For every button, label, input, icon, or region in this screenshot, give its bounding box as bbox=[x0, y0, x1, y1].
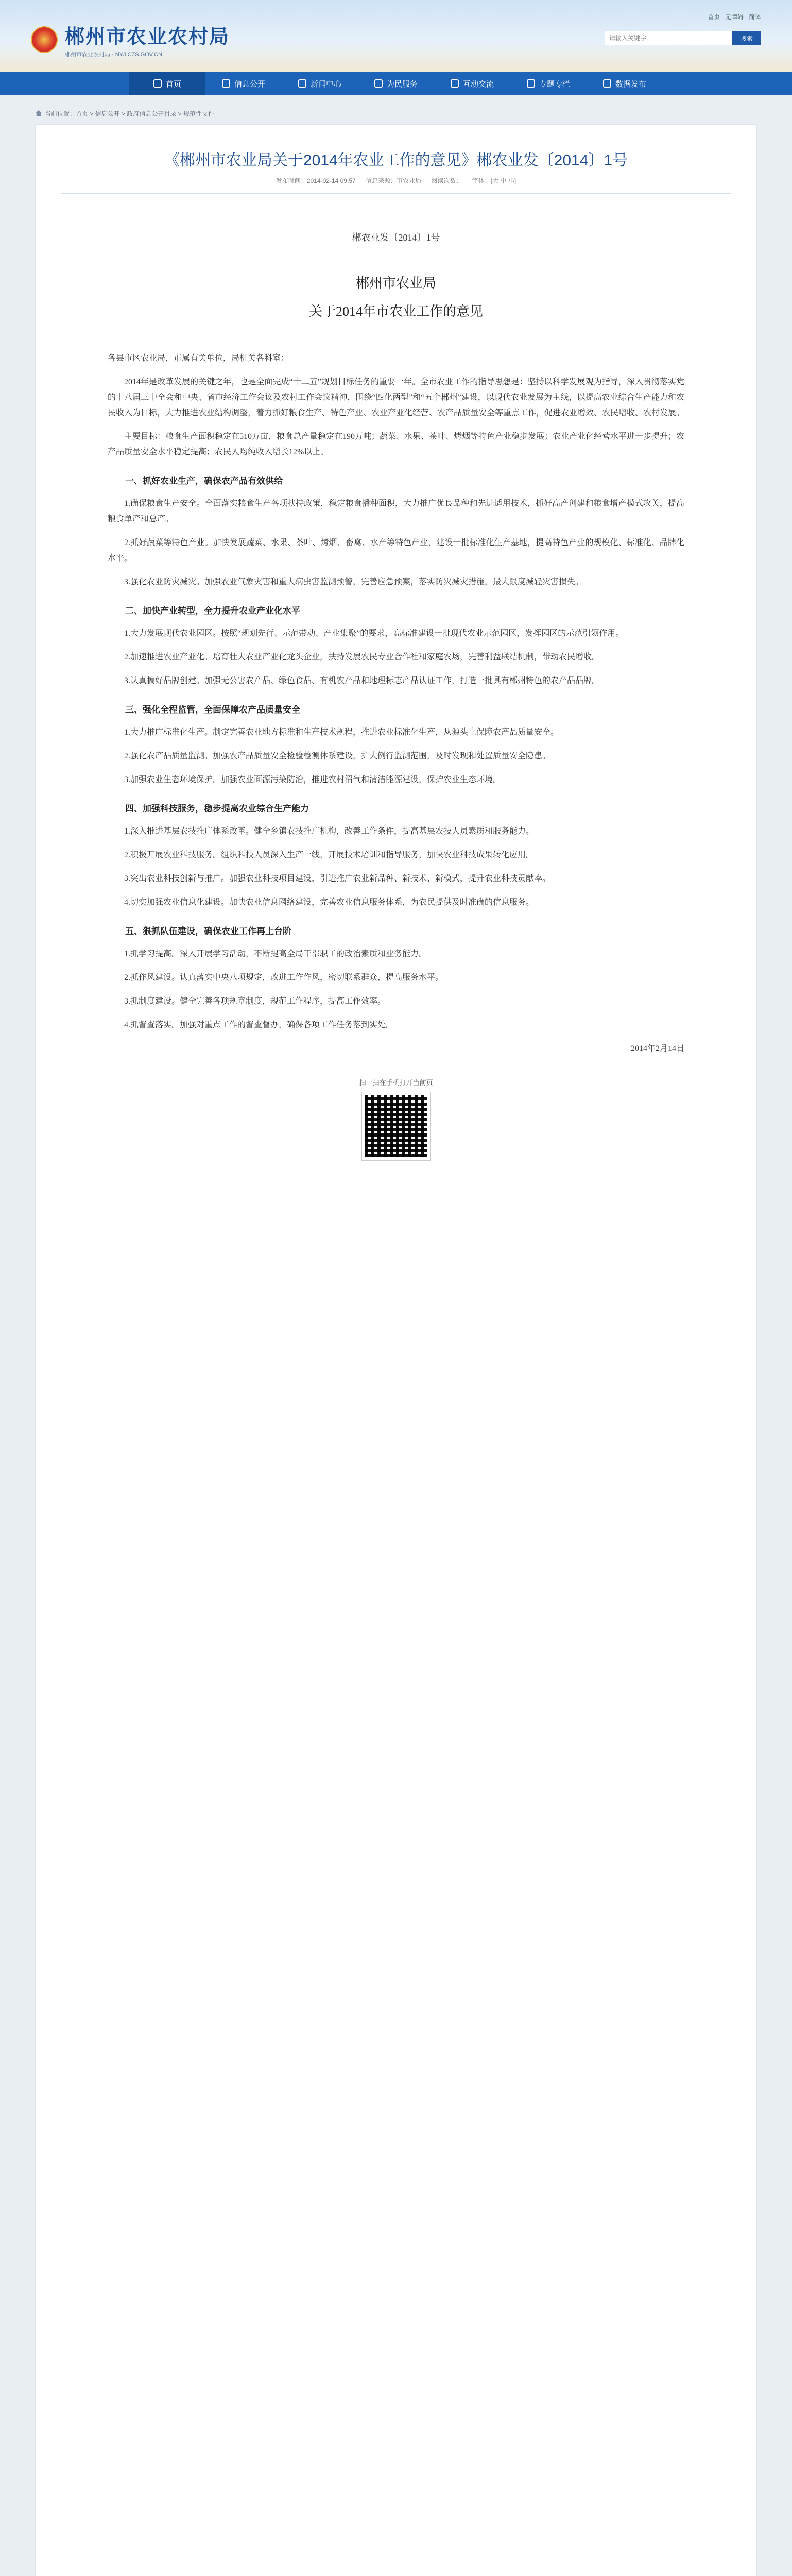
section-paragraph: 2.抓好蔬菜等特色产业。加快发展蔬菜、水果、茶叶、烤烟、畜禽、水产等特色产业，建设一批标准化生产基地，提高特色产业的规模化、标准化、品牌化水平。 bbox=[108, 538, 684, 563]
section-heading: 一、抓好农业生产，确保农产品有效供给 bbox=[125, 476, 283, 486]
breadcrumb-text[interactable]: 当前位置：首页 > 信息公开 > 政府信息公开目录 > 规范性文件 bbox=[45, 110, 215, 117]
qr-code-icon bbox=[362, 1092, 430, 1160]
nav-item-home[interactable]: 首页 bbox=[129, 72, 205, 95]
nav-item-service[interactable]: 为民服务 bbox=[358, 72, 434, 95]
site-title: 郴州市农业农村局 bbox=[65, 26, 230, 48]
top-link-simplified[interactable]: 简体 bbox=[748, 13, 761, 21]
section-paragraph: 3.认真搞好品牌创建。加强无公害农产品、绿色食品、有机农产品和地理标志产品认证工作，打造一批具有郴州特色的农产品品牌。 bbox=[124, 676, 600, 685]
section-paragraph: 4.切实加强农业信息化建设。加快农业信息网络建设，完善农业信息服务体系，为农民提供及时准确的信息服务。 bbox=[124, 898, 535, 907]
issuing-org: 郴州市农业局 bbox=[355, 276, 436, 291]
section-paragraph: 1.确保粮食生产安全。全面落实粮食生产各项扶持政策，稳定粮食播种面积，大力推广优良品种和先进适用技术，抓好高产创建和粮食增产模式攻关，提高粮食单产和总产。 bbox=[108, 499, 684, 523]
section-paragraph: 3.抓制度建设。健全完善各项规章制度，规范工作程序，提高工作效率。 bbox=[124, 997, 386, 1006]
topic-icon bbox=[527, 79, 535, 88]
service-icon bbox=[374, 79, 383, 88]
search-input[interactable] bbox=[605, 31, 732, 45]
qr-caption: 扫一扫在手机打开当前页 bbox=[359, 1079, 433, 1087]
section-heading: 五、狠抓队伍建设，确保农业工作再上台阶 bbox=[125, 926, 291, 936]
main-nav bbox=[0, 72, 792, 95]
section-paragraph: 3.强化农业防灾减灾。加强农业气象灾害和重大病虫害监测预警，完善应急预案，落实防灾减灾措施，最大限度减轻灾害损失。 bbox=[124, 578, 584, 586]
section-paragraph: 1.大力发展现代农业园区。按照“规划先行、示范带动、产业集聚”的要求，高标准建设一批现代农业示范园区，发挥园区的示范引领作用。 bbox=[124, 629, 624, 638]
top-link-home[interactable]: 首页 bbox=[707, 13, 720, 21]
breadcrumb-home-icon bbox=[36, 110, 42, 116]
doc-number: 郴农业发〔2014〕1号 bbox=[352, 232, 440, 243]
qr-section bbox=[36, 1077, 756, 1160]
top-links bbox=[702, 12, 761, 21]
nav-item-interaction[interactable]: 互动交流 bbox=[434, 72, 510, 95]
site-header bbox=[0, 0, 792, 72]
breadcrumb bbox=[36, 107, 756, 120]
salutation: 各县市区农业局，市属有关单位，局机关各科室： bbox=[108, 354, 289, 363]
section-heading: 三、强化全程监管，全面保障农产品质量安全 bbox=[125, 705, 300, 715]
emblem-icon bbox=[31, 26, 58, 53]
chat-icon bbox=[451, 79, 459, 88]
meta-date: 发布时间：2014-02-14 09:57 bbox=[276, 177, 356, 184]
news-icon bbox=[298, 79, 306, 88]
doc-subtitle: 关于2014年市农业工作的意见 bbox=[308, 304, 483, 319]
nav-item-news[interactable]: 新闻中心 bbox=[282, 72, 358, 95]
site-subtitle: 郴州市农业农村局 · NYJ.CZS.GOV.CN bbox=[65, 52, 163, 58]
article-title: 《郴州市农业局关于2014年农业工作的意见》郴农业发〔2014〕1号 bbox=[164, 152, 628, 169]
meta-views: 阅读次数： bbox=[431, 177, 462, 184]
section-paragraph: 2.积极开展农业科技服务。组织科技人员深入生产一线，开展技术培训和指导服务，加快农业科技成果转化应用。 bbox=[124, 851, 535, 859]
section-heading: 四、加强科技服务，稳步提高农业综合生产能力 bbox=[125, 804, 309, 814]
meta-source: 信息来源：市农业局 bbox=[366, 177, 422, 184]
meta-font-size[interactable]: 字体：[大 中 小] bbox=[472, 177, 516, 184]
section-paragraph: 2.抓作风建设。认真落实中央八项规定，改进工作作风，密切联系群众，提高服务水平。 bbox=[124, 973, 444, 982]
top-link-accessibility[interactable]: 无障碍 bbox=[725, 13, 744, 21]
article-card bbox=[36, 125, 756, 2576]
section-paragraph: 3.突出农业科技创新与推广。加强农业科技项目建设，引进推广农业新品种、新技术、新模式，提升农业科技贡献率。 bbox=[124, 874, 551, 883]
article-body bbox=[36, 351, 756, 1057]
search-button[interactable]: 搜索 bbox=[732, 31, 761, 45]
info-icon bbox=[222, 79, 230, 88]
section-paragraph: 3.加强农业生态环境保护。加强农业面源污染防治，推进农村沼气和清洁能源建设，保护农业生态环境。 bbox=[124, 775, 502, 784]
closing-date: 2014年2月14日 bbox=[630, 1044, 684, 1053]
title-divider bbox=[61, 193, 731, 194]
home-icon bbox=[153, 79, 162, 88]
section-paragraph: 1.深入推进基层农技推广体系改革。健全乡镇农技推广机构，改善工作条件，提高基层农技人员素质和服务能力。 bbox=[124, 827, 535, 836]
intro-paragraph: 主要目标：粮食生产面积稳定在510万亩，粮食总产量稳定在190万吨；蔬菜、水果、茶叶、烤烟等特色产业稳步发展；农业产业化经营水平进一步提升；农产品质量安全水平稳定提高；农民人均纯收入增长12%以上。 bbox=[108, 432, 685, 456]
section-paragraph: 2.加速推进农业产业化。培育壮大农业产业化龙头企业，扶持发展农民专业合作社和家庭农场，完善利益联结机制，带动农民增收。 bbox=[124, 653, 600, 662]
section-paragraph: 1.大力推广标准化生产。制定完善农业地方标准和生产技术规程，推进农业标准化生产，从源头上保障农产品质量安全。 bbox=[124, 728, 559, 737]
intro-paragraph: 2014年是改革发展的关键之年，也是全面完成“十二五”规划目标任务的重要一年。全市农业工作的指导思想是：坚持以科学发展观为指导，深入贯彻落实党的十八届三中全会和中央、省市经济工作会议及农村工作会议精神，围绕“四化两型”和“五个郴州”建设，以现代农业发展为主线，以提高农业综合生产能力和农民收入为目标，大力推进农业结构调整，着力抓好粮食生产、特色产业、农业产业化经营、农产品质量安全等重点工作，促进农业增效、农民增收、农村发展。 bbox=[108, 378, 685, 417]
search-box bbox=[605, 31, 761, 45]
section-paragraph: 2.强化农产品质量监测。加强农产品质量安全检验检测体系建设，扩大例行监测范围，及时发现和处置质量安全隐患。 bbox=[124, 752, 551, 760]
data-icon bbox=[603, 79, 611, 88]
nav-item-data[interactable]: 数据发布 bbox=[587, 72, 663, 95]
section-heading: 二、加快产业转型，全力提升农业产业化水平 bbox=[125, 606, 300, 616]
site-logo[interactable] bbox=[31, 21, 230, 58]
article-meta bbox=[36, 176, 756, 185]
nav-item-info[interactable]: 信息公开 bbox=[205, 72, 282, 95]
nav-item-topics[interactable]: 专题专栏 bbox=[510, 72, 587, 95]
section-paragraph: 4.抓督查落实。加强对重点工作的督查督办，确保各项工作任务落到实处。 bbox=[124, 1021, 394, 1029]
section-paragraph: 1.抓学习提高。深入开展学习活动，不断提高全局干部职工的政治素质和业务能力。 bbox=[124, 950, 427, 958]
